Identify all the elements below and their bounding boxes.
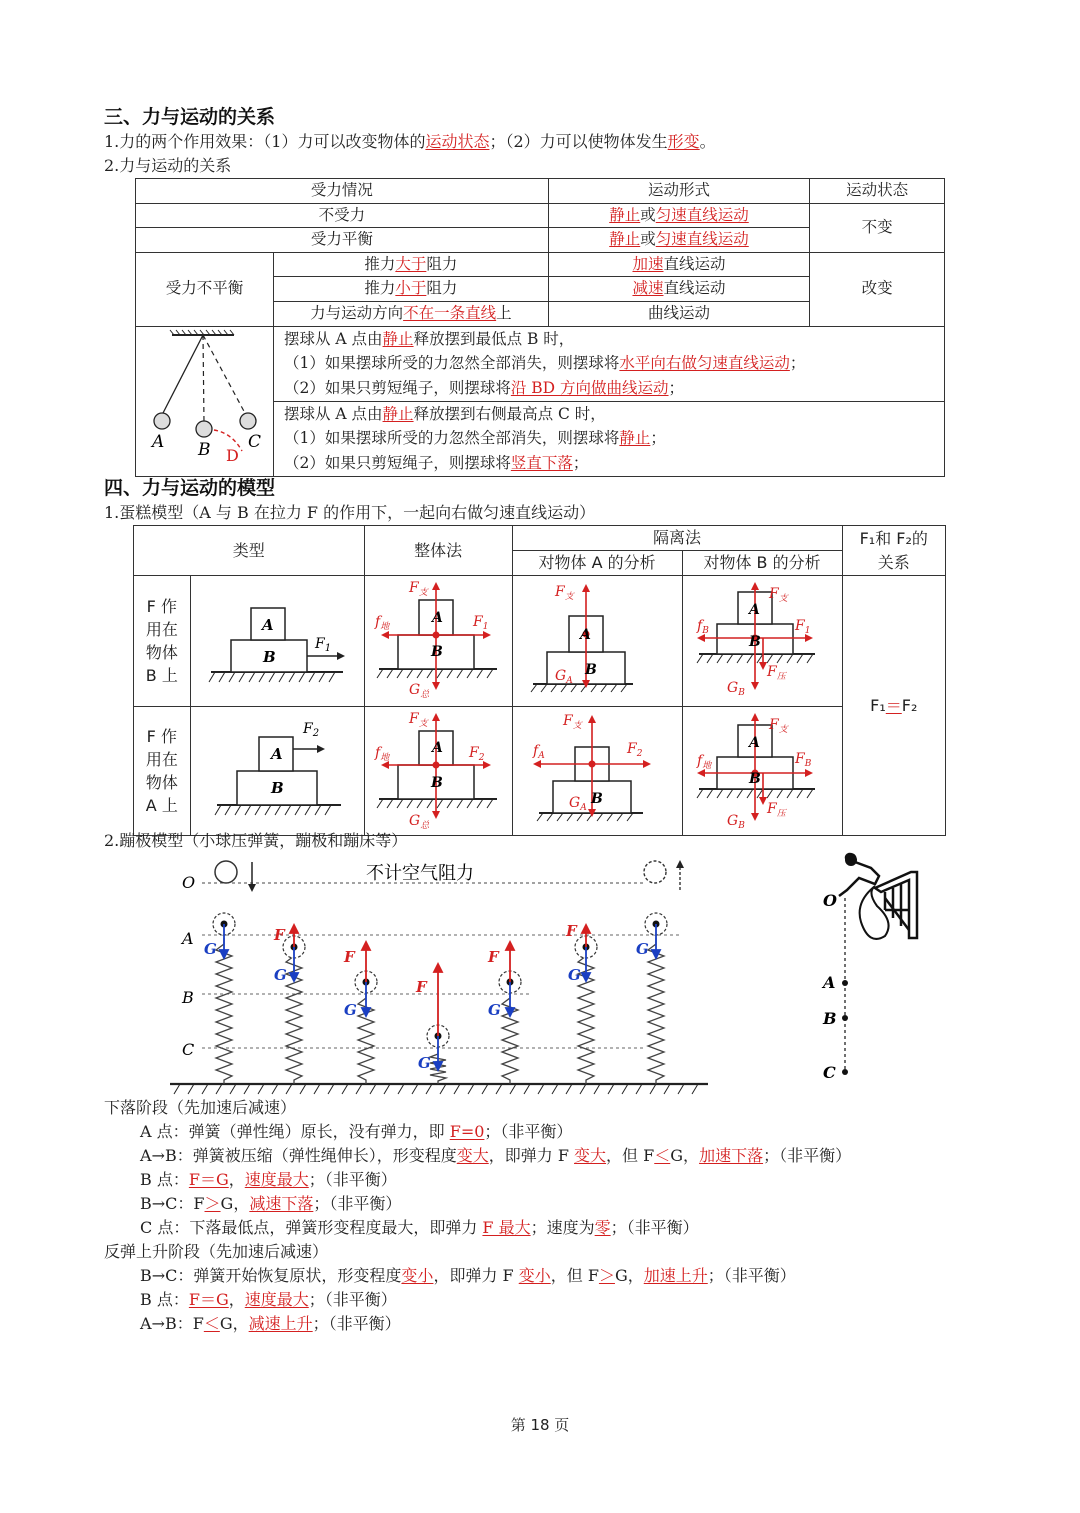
fall-point-a: A 点：弹簧（弹性绳）原长，没有弹力，即 F=0；（非平衡）	[140, 1122, 573, 1141]
row2-b-diagram	[683, 707, 841, 830]
svg-text:A: A	[182, 929, 194, 948]
no-air-resistance-label: 不计空气阻力	[366, 863, 474, 884]
header-whole: 整体法	[364, 526, 512, 576]
row2-analysis-a	[512, 707, 682, 836]
svg-text:B: B	[271, 779, 284, 797]
svg-text:F压: $F_压$	[767, 664, 786, 682]
svg-text:F: F	[416, 978, 427, 996]
row2-a-diagram	[513, 707, 681, 830]
svg-text:F2: $F_2$	[469, 745, 485, 763]
row1-whole-diagram	[365, 576, 511, 701]
row2-analysis-b	[682, 707, 842, 836]
svg-text:G: G	[488, 1001, 501, 1019]
svg-text:F1: $F_1$	[315, 636, 332, 654]
svg-text:A: A	[749, 735, 760, 751]
svg-text:F: F	[274, 926, 285, 944]
label-D: D	[226, 445, 240, 465]
fall-a-to-b: A→B：弹簧被压缩（弹性绳伸长），形变程度变大，即弹力 F 变大，但 F＜G，加速下落；（非平衡）	[140, 1146, 852, 1165]
cell-no-force: 不受力	[136, 203, 549, 228]
svg-text:A: A	[432, 610, 443, 626]
svg-text:GA: $G_A$	[569, 795, 587, 813]
svg-text:G: G	[568, 966, 581, 984]
svg-text:G: G	[274, 966, 287, 984]
svg-text:A: A	[749, 602, 760, 618]
row1-b-diagram	[683, 576, 841, 701]
svg-text:F2: $F_2$	[303, 721, 320, 739]
svg-text:G: G	[418, 1054, 431, 1072]
pendulum-case-2: 摆球从 A 点由静止释放摆到右侧最高点 C 时， （1）如果摆球所受的力忽然全部消失，则摆球将静止； （2）如果只剪短绳子，则摆球将竖直下落；	[273, 401, 944, 476]
section-3-title: 三、力与运动的关系	[104, 106, 276, 128]
row1-block-diagram	[191, 576, 363, 701]
cell-curve: 曲线运动	[548, 301, 810, 326]
row1-a-diagram	[513, 576, 681, 701]
svg-text:G总: $G_总$	[409, 813, 430, 830]
svg-text:O: O	[823, 891, 837, 910]
rise-point-b: B 点：F＝G，速度最大；（非平衡）	[140, 1290, 397, 1309]
svg-text:B: B	[823, 1009, 837, 1028]
svg-text:F: F	[344, 948, 355, 966]
fall-b-to-c: B→C：F＞G，减速下落；（非平衡）	[140, 1194, 402, 1213]
svg-text:F支: $F_支$	[769, 717, 788, 735]
cell-changed: 改变	[810, 252, 945, 326]
svg-text:GA: $G_A$	[555, 668, 573, 686]
header-type: 类型	[134, 526, 365, 576]
svg-text:B: B	[263, 648, 276, 666]
svg-text:G: G	[636, 940, 649, 958]
bungee-model-title: 2.蹦极模型（小球压弹簧，蹦极和蹦床等）	[104, 831, 408, 850]
force-motion-table	[135, 178, 945, 477]
svg-text:B: B	[431, 644, 443, 660]
force-motion-subtitle: 2.力与运动的关系	[104, 156, 232, 175]
svg-text:f地: $f_地$	[375, 745, 390, 763]
row1-whole-analysis	[364, 576, 512, 707]
cell-motion-2: 静止或匀速直线运动	[548, 228, 810, 253]
header-analysis-b: 对物体 B 的分析	[682, 551, 842, 576]
svg-text:F2: $F_2$	[627, 741, 643, 759]
cake-model-table	[133, 525, 946, 836]
svg-text:F支: $F_支$	[563, 713, 582, 731]
header-motion-form: 运动形式	[548, 179, 810, 204]
pendulum-case-1: 摆球从 A 点由静止释放摆到最低点 B 时， （1）如果摆球所受的力忽然全部消失，则摆球将水平向右做匀速直线运动； （2）如果只剪短绳子，则摆球将沿 BD 方向做曲线运动；	[273, 326, 944, 401]
svg-text:F支: $F_支$	[555, 584, 574, 602]
pendulum-figure-cell	[136, 326, 274, 476]
svg-text:B: B	[182, 988, 194, 1007]
row2-whole-analysis	[364, 707, 512, 836]
page-number: 第 18 页	[510, 1416, 570, 1434]
svg-text:G总: $G_总$	[409, 682, 430, 700]
bungee-jumper-diagram	[815, 850, 925, 1090]
header-motion-state: 运动状态	[810, 179, 945, 204]
row2-whole-diagram	[365, 707, 511, 830]
svg-text:A: A	[432, 740, 443, 756]
force-effects-line: 1.力的两个作用效果：（1）力可以改变物体的运动状态；（2）力可以使物体发生形变。	[104, 132, 716, 151]
header-isolation: 隔离法	[512, 526, 842, 551]
cell-decelerate: 减速直线运动	[548, 277, 810, 302]
row2-figure	[190, 707, 364, 836]
svg-text:F: F	[566, 922, 577, 940]
svg-text:G: G	[344, 1001, 357, 1019]
svg-text:B: B	[749, 634, 761, 650]
row1-figure	[190, 576, 364, 707]
svg-text:A: A	[271, 745, 283, 763]
header-relation: F₁和 F₂的 关系	[842, 526, 945, 576]
svg-text:B: B	[591, 791, 603, 807]
svg-text:F: F	[488, 948, 499, 966]
svg-text:B: B	[585, 662, 597, 678]
row1-label: F 作 用在 物体 B 上	[134, 576, 191, 707]
svg-text:f地: $f_地$	[697, 753, 712, 771]
svg-text:C: C	[182, 1040, 195, 1059]
row2-block-diagram	[191, 707, 363, 830]
svg-text:F1: $F_1$	[795, 618, 811, 636]
label-C: C	[248, 431, 262, 452]
svg-text:F压: $F_压$	[767, 801, 786, 819]
svg-text:f地: $f_地$	[375, 614, 390, 632]
svg-text:C: C	[823, 1063, 836, 1082]
fall-point-c: C 点：下落最低点，弹簧形变程度最大，即弹力 F 最大；速度为零；（非平衡）	[140, 1218, 699, 1237]
cell-unchanged: 不变	[810, 203, 945, 252]
header-analysis-a: 对物体 A 的分析	[512, 551, 682, 576]
row1-analysis-a	[512, 576, 682, 707]
svg-text:F支: $F_支$	[409, 580, 428, 598]
svg-text:F支: $F_支$	[409, 711, 428, 729]
svg-text:fA: $f_A$	[533, 743, 545, 761]
svg-text:A: A	[580, 627, 591, 643]
row2-label: F 作 用在 物体 A 上	[134, 707, 191, 836]
rise-stage-title: 反弹上升阶段（先加速后减速）	[104, 1242, 329, 1261]
fall-stage-title: 下落阶段（先加速后减速）	[104, 1098, 297, 1117]
cell-push-greater: 推力大于阻力	[273, 252, 548, 277]
svg-text:GB: $G_B$	[727, 813, 745, 830]
rise-b-to-c: B→C：弹簧开始恢复原状，形变程度变小，即弹力 F 变小，但 F＞G，加速上升；（非平衡）	[140, 1266, 796, 1285]
svg-text:A: A	[262, 616, 274, 634]
svg-text:F支: $F_支$	[769, 586, 788, 604]
svg-text:A: A	[823, 973, 836, 992]
row1-analysis-b	[682, 576, 842, 707]
cell-motion-1: 静止或匀速直线运动	[548, 203, 810, 228]
cake-model-title: 1.蛋糕模型（A 与 B 在拉力 F 的作用下，一起向右做匀速直线运动）	[104, 503, 596, 522]
svg-text:B: B	[749, 771, 761, 787]
cell-not-aligned: 力与运动方向不在一条直线上	[273, 301, 548, 326]
section-4-title: 四、力与运动的模型	[104, 477, 276, 499]
svg-text:B: B	[431, 775, 443, 791]
svg-text:fB: $f_B$	[697, 618, 709, 636]
rise-a-to-b: A→B：F＜G，减速上升；（非平衡）	[140, 1314, 401, 1333]
svg-text:G: G	[204, 940, 217, 958]
svg-text:O: O	[182, 873, 196, 892]
cell-push-less: 推力小于阻力	[273, 277, 548, 302]
fall-point-b: B 点：F＝G，速度最大；（非平衡）	[140, 1170, 397, 1189]
cell-balanced: 受力平衡	[136, 228, 549, 253]
svg-text:F1: $F_1$	[473, 614, 489, 632]
cell-accelerate: 加速直线运动	[548, 252, 810, 277]
svg-text:GB: $G_B$	[727, 680, 745, 698]
pendulum-diagram	[136, 327, 272, 471]
label-A: A	[152, 431, 165, 452]
cell-unbalanced: 受力不平衡	[136, 252, 274, 326]
relation-cell: F₁＝F₂	[842, 576, 945, 836]
svg-text:FB: $F_B$	[795, 751, 812, 769]
header-force: 受力情况	[136, 179, 549, 204]
label-B: B	[198, 439, 211, 460]
bungee-spring-diagram	[170, 848, 715, 1098]
